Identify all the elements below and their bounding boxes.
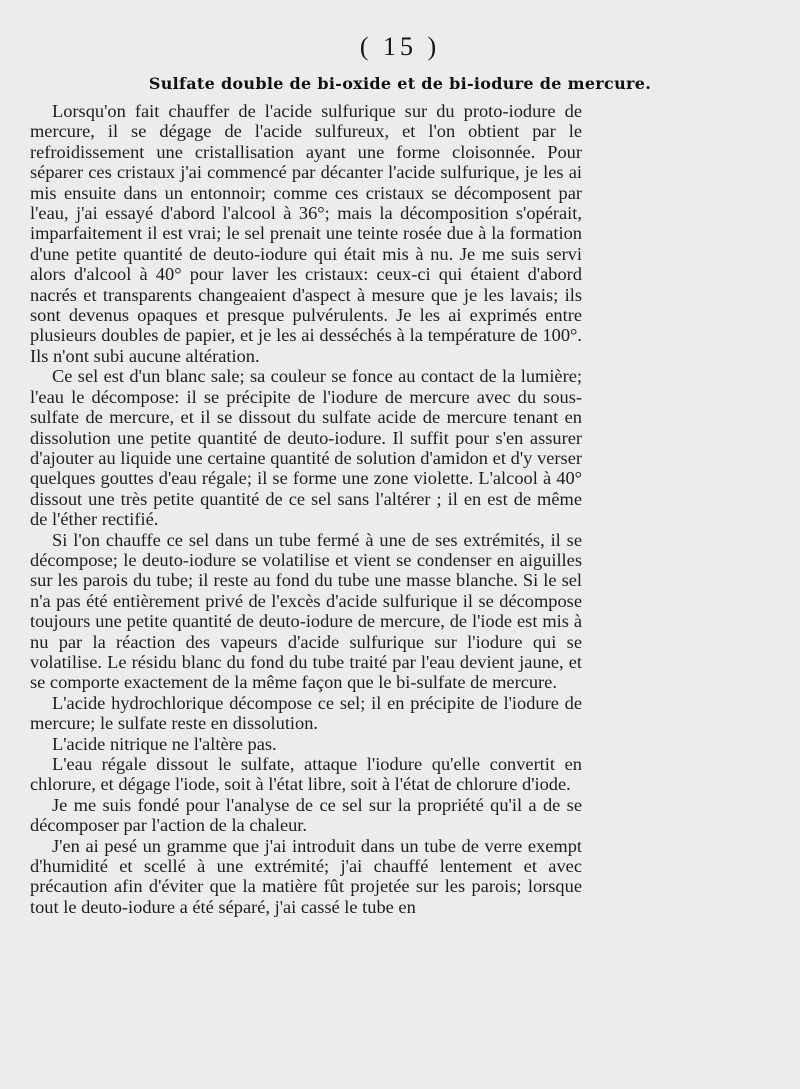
paragraph: J'en ai pesé un gramme que j'ai introduit dans un tube de verre exempt d'humidité et scellé à une extrémité; j'ai chauffé lentement et avec précaution afin d'éviter que la matière fût projetée sur les parois; lorsque tout le deuto-iodure a été séparé, j'ai cassé le tube en bbox=[30, 835, 582, 917]
paragraph: L'eau régale dissout le sulfate, attaque l'iodure qu'elle convertit en chlorure, et dégage l'iode, soit à l'état libre, soit à l'état de chlorure d'iode. bbox=[30, 754, 582, 795]
section-heading: Sulfate double de bi-oxide et de bi-iodure de mercure. bbox=[148, 74, 652, 93]
page-number: ( 15 ) bbox=[359, 32, 441, 61]
paragraph: L'acide nitrique ne l'altère pas. bbox=[52, 733, 277, 754]
paragraph: Lorsqu'on fait chauffer de l'acide sulfurique sur du proto-iodure de mercure, il se dégage de l'acide sulfureux, et l'on obtient par le refroidissement une cristallisation ayant une forme cloisonnée. Pour séparer ces cristaux j'ai commencé par décanter l'acide sulfurique, je les ai mis ensuite dans un entonnoir; comme ces cristaux se décomposent par l'eau, j'ai essayé d'abord l'alcool à 36°; mais la décomposition s'opérait, imparfaitement il est vrai; le sel prenait une teinte rosée due à la formation d'une petite quantité de deuto-iodure qui était mis à nu. Je me suis servi alors d'alcool à 40° pour laver les cristaux: ceux-ci qui étaient d'abord nacrés et transparents changeaient d'aspect à mesure que je les lavais; ils sont devenus opaques et presque pulvérulents. Je les ai exprimés entre plusieurs doubles de papier, et je les ai desséchés à la température de 100°. Ils n'ont subi aucune altération. bbox=[30, 101, 582, 366]
paragraph: L'acide hydrochlorique décompose ce sel; il en précipite de l'iodure de mercure; le sulfate reste en dissolution. bbox=[30, 692, 582, 734]
paragraph: Si l'on chauffe ce sel dans un tube fermé à une de ses extrémités, il se décompose; le deuto-iodure se volatilise et vient se condenser en aiguilles sur les parois du tube; il reste au fond du tube une masse blanche. Si le sel n'a pas été entièrement privé de l'excès d'acide sulfurique il se décompose toujours une petite quantité de deuto-iodure de mercure, de l'iode est mis à nu par la réaction des vapeurs d'acide sulfurique sur l'iodure qui se volatilise. Le résidu blanc du fond du tube traité par l'eau devient jaune, et se comporte exactement de la même façon que le bi-sulfate de mercure. bbox=[30, 529, 582, 693]
paragraph: Ce sel est d'un blanc sale; sa couleur se fonce au contact de la lumière; l'eau le décompose: il se précipite de l'iodure de mercure avec du sous-sulfate de mercure, et il se dissout du sulfate acide de mercure tenant en dissolution une petite quantité de deuto-iodure. Il suffit pour s'en assurer d'ajouter au liquide une certaine quantité de solution d'amidon et d'y verser quelques gouttes d'eau régale; il se forme une zone violette. L'alcool à 40° dissout une très petite quantité de ce sel sans l'altérer ; il en est de même de l'éther rectifié. bbox=[30, 366, 582, 530]
paragraph: Je me suis fondé pour l'analyse de ce sel sur la propriété qu'il a de se décomposer par l'action de la chaleur. bbox=[30, 794, 582, 836]
body-text bbox=[30, 101, 582, 917]
